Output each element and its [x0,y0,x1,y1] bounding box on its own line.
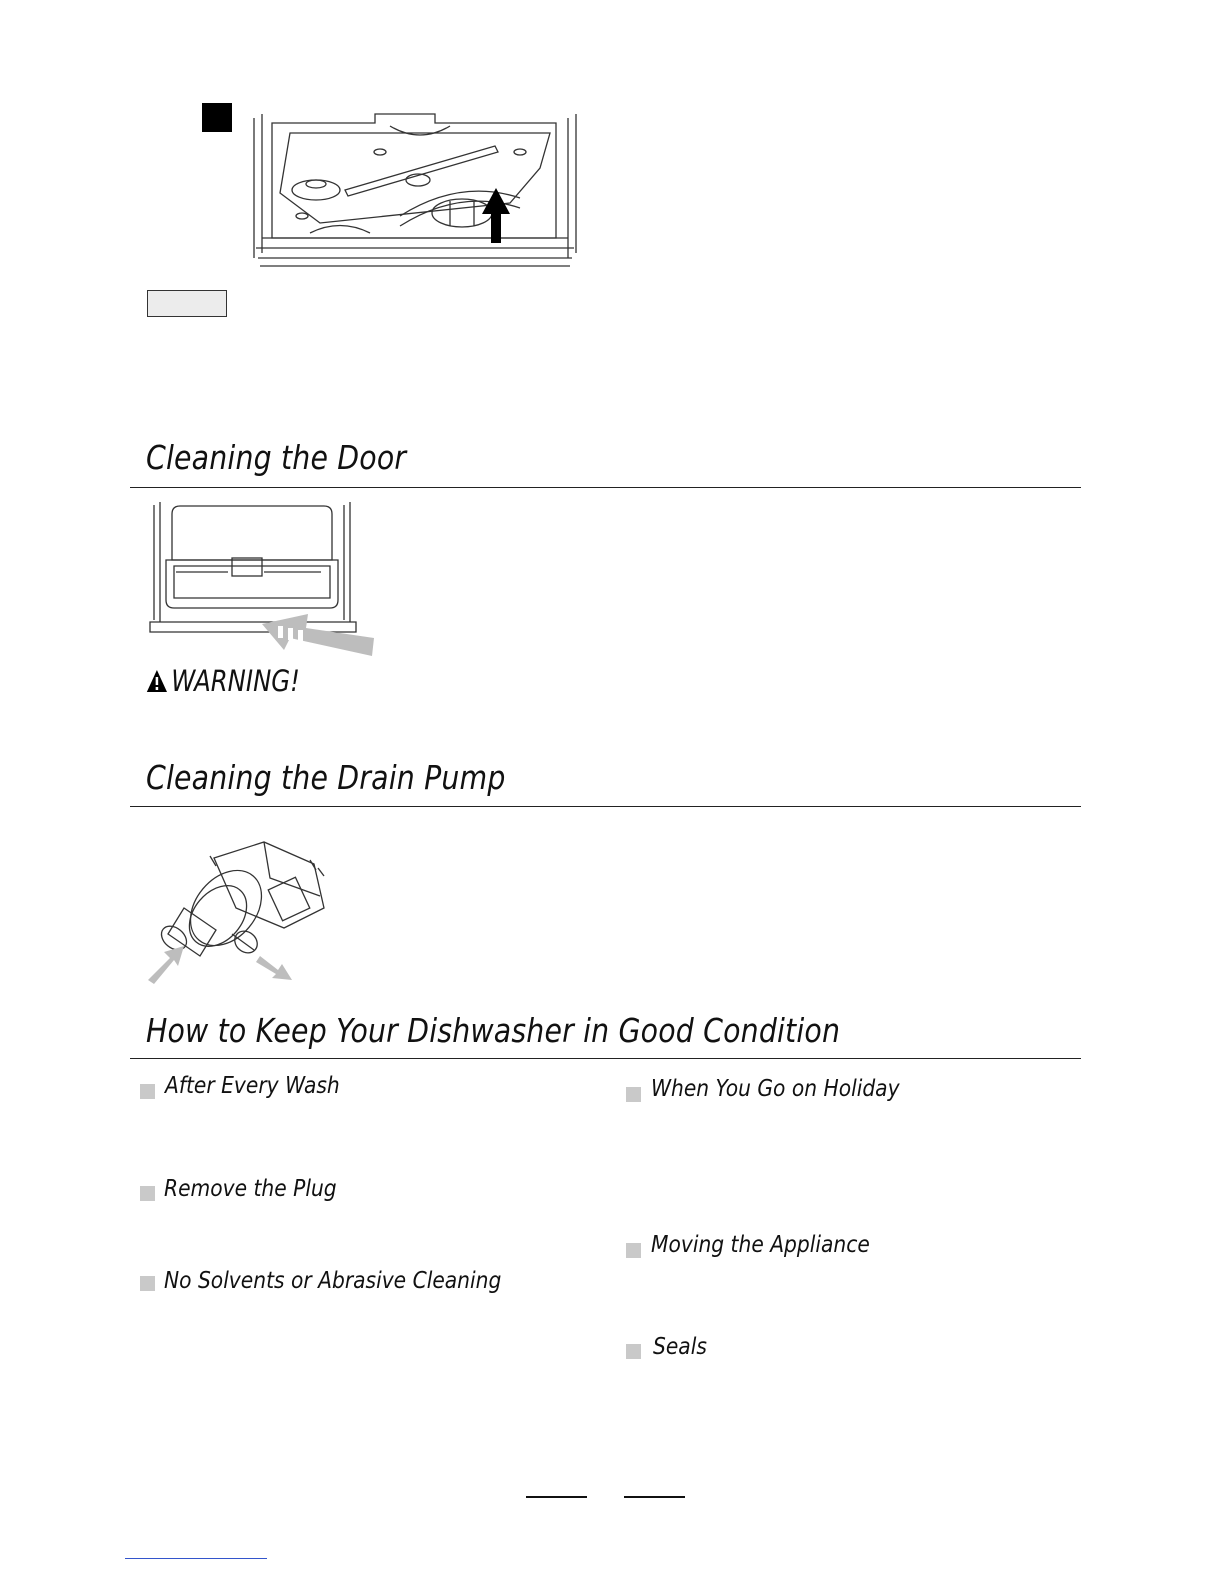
spray-arm-illustration [250,108,580,270]
divider-line [130,806,1081,807]
footer-line [526,1496,587,1498]
bullet-square [140,1186,155,1201]
bullet-square [626,1344,641,1359]
warning-label: WARNING! [171,664,300,698]
bullet-square [626,1243,641,1258]
bullet-square [626,1087,641,1102]
figure-marker [202,103,232,132]
subheading-holiday: When You Go on Holiday [651,1076,900,1102]
subheading-no-solvents: No Solvents or Abrasive Cleaning [164,1268,502,1294]
divider-line [130,487,1081,488]
subheading-after-every-wash: After Every Wash [165,1073,340,1099]
drain-pump-illustration [144,838,334,986]
heading-cleaning-drain-pump: Cleaning the Drain Pump [146,758,506,797]
subheading-seals: Seals [653,1334,707,1360]
footer-line [624,1496,685,1498]
subheading-moving-appliance: Moving the Appliance [651,1232,870,1258]
divider-line [130,1058,1081,1059]
empty-label-box [147,290,227,317]
footer-link-line [125,1558,267,1559]
heading-good-condition: How to Keep Your Dishwasher in Good Condition [146,1011,841,1050]
subheading-remove-plug: Remove the Plug [164,1176,337,1202]
bullet-square [140,1276,155,1291]
warning-notice [146,664,300,698]
bullet-square [140,1084,155,1099]
door-illustration [146,500,381,660]
heading-cleaning-door: Cleaning the Door [146,438,407,477]
warning-triangle-icon [146,669,168,693]
